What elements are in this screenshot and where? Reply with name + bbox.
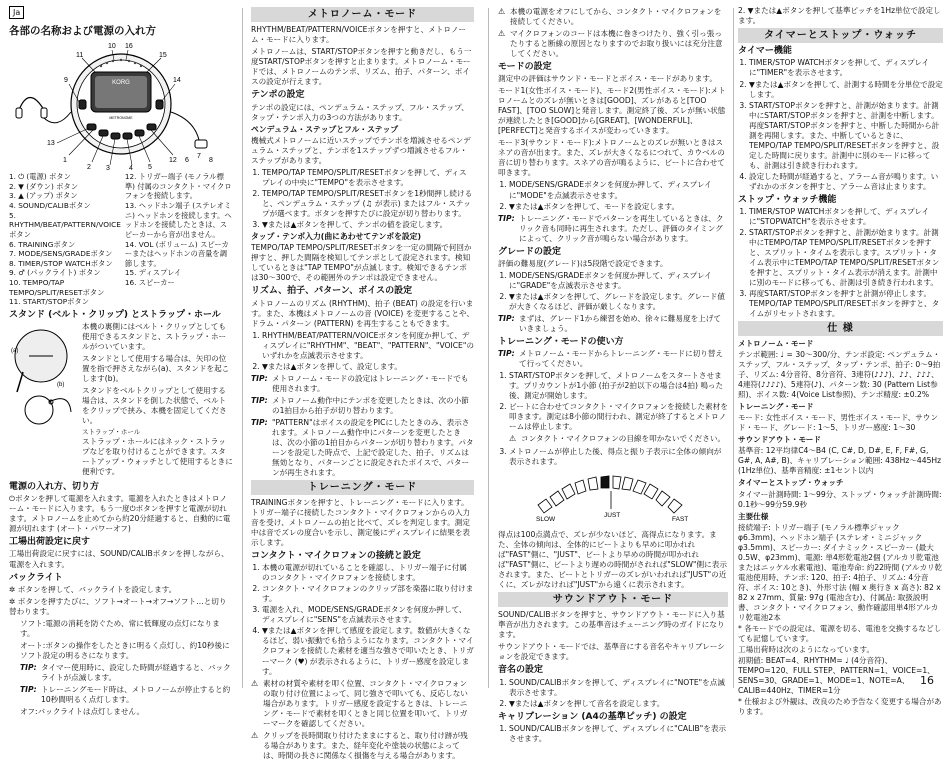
- part-item: 15. ディスプレイ: [124, 268, 182, 278]
- column-1: [9, 6, 233, 716]
- step-item: 1. TIMER/STOP WATCHボタンを押して、ディスプレイに"STOPWATCH"を表示させます。: [749, 207, 943, 227]
- warning-icon: ⚠: [498, 7, 506, 16]
- backlight-off: オフ:バックライトは点灯しません。: [20, 706, 145, 716]
- tap-tempo-title: タップ・テンポ入力(曲にあわせてテンポを設定): [251, 231, 422, 241]
- column-divider: [488, 8, 489, 688]
- tip: TIP: メトロノーム動作中にテンポを変更したときは、次の小節の1拍目から拍子が切り替わります。: [251, 396, 474, 416]
- mode-1-2-text: モード1(女性ボイス・モード)、モード2(男性ボイス・モード):メトロノームとのズレが無いときは[GOOD]、ズレがあると[TOO FAST]、[TOO SLOW]と発音します。測定終了後、ズレが無い状態が連続したとき[GOOD]から[GREAT]、[WONDERFUL]、[PERFECT]と発音するボイスが変わっていきます。: [498, 86, 726, 136]
- tip: TIP: まずは、グレード1から練習を始め、徐々に難易度を上げていきましょう。: [498, 314, 728, 334]
- spec-text: 工場出荷時は次のようになっています。: [738, 644, 875, 654]
- part-item: 9. ♂ (パックライト) ボタン: [9, 268, 101, 278]
- tempo-text: テンポの設定には、ペンデュラム・ステップ、フル・ステップ、タップ・テンポ入力の3つの方法があります。: [251, 102, 469, 122]
- tip: TIP: "PATTERN"はボイスの設定をPICにしたときのみ、表示されます。メトロノーム動作中にパターンを変更したときは、次の小節の1拍目からパターンが切り替わります。パターンを設定した時点で、上記で設定した、拍子、リズムは無効となり、パターンごとに設定されたボイスで、パターンが再生されます。: [251, 417, 474, 477]
- stand-label-a: (a): [11, 348, 19, 355]
- device-diagram: [9, 40, 233, 173]
- callout-12: 12: [169, 157, 177, 165]
- step-item: 2. コンタクト・マイクロフォンのクリップ部を楽器に取り付けます。: [262, 584, 474, 604]
- tip-text: メトロノーム動作中にテンポを変更したときは、次の小節の1拍目から拍子が切り替わります。: [272, 395, 469, 415]
- sound-text-1: SOUND/CALIBボタンを押すと、サウンドアウト・モードに入り基準音が出力されます。この基準音はチューニング時のガイドになります。: [498, 610, 725, 640]
- calibration-title: キャリブレーション (A4の基準ピッチ) の設定: [498, 711, 687, 722]
- training-usage-steps-cont: [498, 447, 728, 467]
- sound-text-2: サウンドアウト・モードでは、基準音にする音名やキャリブレーションを設定できます。: [498, 642, 725, 662]
- stopwatch-subtitle: ストップ・ウォッチ機能: [738, 194, 837, 205]
- stand-text-4: ストラップ・ホールにはネック・ストラップなどを取り付けることができます。スタートアップ・ウォッチとして使用するときに便利です。: [82, 436, 233, 476]
- part-item: 3. ▲ (アップ) ボタン: [9, 191, 78, 201]
- spec-text: モード: 女性ボイス・モード、男性ボイス・モード、サウンド・モード、グレード: 1〜5、トリガー感度: 1〜30: [738, 413, 938, 433]
- meter-just-label: JUST: [604, 511, 621, 519]
- stand-illustration: [9, 322, 79, 430]
- column-divider: [242, 8, 243, 688]
- callout-16: 16: [125, 43, 133, 51]
- callout-8: 8: [209, 157, 213, 165]
- warning-text: コンタクト・マイクロフォンの目線を叩かないでください。: [521, 434, 726, 444]
- step-item: 1. TIMER/STOP WATCHボタンを押して、ディスプレイに"TIMER"を表示させます。: [749, 58, 943, 78]
- timer-steps: [738, 58, 943, 191]
- tip-text: メトロノーム・モードの設定はトレーニング・モードでも使用されます。: [272, 373, 469, 393]
- grade-title: グレードの設定: [498, 246, 562, 257]
- part-item: 7. MODE/SENS/GRADEボタン: [9, 249, 113, 259]
- metronome-text-2: メトロノームは、START/STOPボタンを押すと動きだし、もう一度START/STOPボタンを押すと止まります。メトロノーム・モードでは、メトロノームのテンポ、リズム、拍子、パターン、ボイスの設定が行えます。: [251, 47, 472, 87]
- backlight-text-2: ✲ ボタンを押すたびに、ソフト→オート→オフ→ソフト…と切り替わります。: [9, 596, 227, 616]
- part-item: 11. START/STOPボタン: [9, 297, 90, 307]
- callout-10: 10: [108, 43, 116, 51]
- tip-text: トレーニング・モードでパターンを再生しているときは、クリック音も同時に再生されます。ただし、評価のタイミングによって、クリック音が鳴らない場合があります。: [519, 213, 724, 243]
- stand-text-1: 本機の裏側にはベルト・クリップとしても使用できるスタンドと、ストラップ・ホールがついています。: [82, 322, 227, 352]
- spec-heading: 主要仕様: [738, 511, 769, 521]
- part-item: 6. TRAININGボタン: [9, 239, 76, 249]
- part-item: 13. ヘッドホン端子 (ステレオミニ) ヘッドホンを接続します。ヘッドホンを接続したときは、スピーカーから音が出ません。: [124, 201, 232, 239]
- column-2: [251, 6, 474, 760]
- tip: TIP: メトロノーム・モードからトレーニング・モードに切り替えて行ってください。: [498, 349, 728, 369]
- step-item: 3. ▼または▲ボタンを押して、テンポの値を設定します。: [262, 220, 474, 230]
- spec-note: * 仕様および外観は、改良のため予告なく変更する場合があります。: [738, 696, 942, 716]
- callout-4: 4: [129, 165, 133, 173]
- callout-13: 13: [47, 140, 55, 148]
- stand-text-3: スタンドをベルトクリップとして使用する場合は、スタンドを倒した状態で、ベルトをクリップで挟み、本機を固定してください。: [82, 386, 227, 426]
- meter-slow-label: SLOW: [536, 515, 556, 523]
- step-item: 2. ▼または▲ボタンを押して、計測する時間を分単位で設定します。: [749, 80, 943, 100]
- language-tag: Ja: [9, 6, 24, 19]
- part-item: 1. ⏻ (電源) ボタン: [9, 172, 71, 182]
- part-item: 10. TEMPO/TAP TEMPO/SPLIT/RESETボタン: [9, 278, 105, 297]
- callout-15: 15: [159, 52, 167, 60]
- callout-5: 5: [148, 164, 152, 172]
- mode-steps: [498, 180, 728, 211]
- spec-text: 基準音: 12平均律C4〜B4 (C, C#, D, D#, E, F, F#, G, G#, A, A#, B)、キャリブレーション範囲: 438Hz〜445Hz (1Hz単位)、基準音精度: ±1セント以内: [738, 446, 942, 476]
- step-item: 1. TEMPO/TAP TEMPO/SPLIT/RESETボタンを押して、ディスプレイの中央に"TEMPO"を表示させます。: [262, 168, 474, 188]
- spec-heading: メトロノーム・モード: [738, 339, 814, 349]
- spec-text: テンポ範囲: ♩ = 30〜300/分、テンポ設定: ペンデュラム・ステップ、フル・ステップ、タップ・テンポ、拍子: 0〜9拍子、リズム: 4分音符、8分音符、3連符(♪♪♪)、♪♪、♪♪♪、4連符(♪♪♪♪)、5連符(♪)、パターン数: 30 (Pattern List参照)、ボイス数: 4(Voice List参照)、テンポ精度: ±0.2%: [738, 350, 941, 400]
- stand-label-b: (b): [57, 382, 65, 389]
- tip-text: "PATTERN"はボイスの設定をPICにしたときのみ、表示されます。メトロノーム動作中にパターンを変更したときは、次の小節の1拍目からパターンが切り替わります。パターンを設定した時点で、上記で設定した、拍子、リズムは無効となり、パターンごとに設定されたボイスで、パターンが再生されます。: [272, 417, 474, 477]
- part-item: 2. ▼ (ダウン) ボタン: [9, 181, 79, 191]
- tip: TIP: タイマー使用時に、設定した時間が経過すると、バックライトが点滅します。: [9, 663, 233, 683]
- step-item: 4. ▼または▲ボタンを押して感度を設定します。数値が大きくなるほど、弱い振動でも拾うようになります。コンタクト・マイクロフォンを接続した素材を適当な強さで叩いたとき、トリガーマーク (♥) が表示されるように、トリガー感度を設定します。: [262, 626, 474, 676]
- parts-title: 各部の名称および電源の入れ方: [9, 25, 156, 37]
- specifications: [738, 339, 943, 717]
- warning-text: マイクロフォンのコードは本機に巻きつけたり、強く引っ張ったりすると断線の原因となりますのでお取り扱いには充分注意してください。: [510, 29, 723, 59]
- calibration-step-2: 2. ▼または▲ボタンを押して基準ピッチを1Hz単位で設定します。: [738, 6, 941, 26]
- step-item: 2. ▼または▲ボタンを押して、グレードを設定します。グレード値が大きくなるほど、評価が厳しくなります。: [509, 292, 728, 312]
- step-item: 1. START/STOPボタンを押して、メトロノームをスタートさせます。プリカウントが1小節 (拍子が2拍以下の場合は4拍) 鳴った後、測定が開始します。: [509, 371, 728, 401]
- warning: [498, 29, 728, 59]
- grade-steps: [498, 271, 728, 312]
- power-text: ⏻ボタンを押して電源を入れます。電源を入れたときはメトロノーム・モードに入ります。もう一度⏻ボタンを押すと電源が切れます。メトロノームを止めてから約20分経過すると、自動的に電源が切れます (オート・パワーオフ): [9, 494, 231, 534]
- step-item: 2. START/STOPボタンを押すと、計測が始まります。計測中にTEMPO/TAP TEMPO/SPLIT/RESETボタンを押すと、スプリット・タイムを表示します。スプリット・タイム表示中にTEMPO/TAP TEMPO/SPLIT/RESETボタンを押すと、スプリット・タイム表示が消えます。計測中に別のモードに移っても、計測は引き続き行われます。: [749, 228, 943, 288]
- step-item: 2. ▼または▲ボタンを押して、設定します。: [262, 362, 474, 372]
- step-item: 2. ▼または▲ボタンを押して、モードを設定します。: [509, 202, 728, 212]
- parts-list: [9, 172, 233, 307]
- spec-heading: タイマーとストップ・ウォッチ: [738, 478, 844, 488]
- stand-title: スタンド (ベルト・クリップ) とストラップ・ホール: [9, 309, 221, 320]
- rhythm-steps: [251, 331, 474, 372]
- device-label: METRONOME: [109, 116, 133, 121]
- note-title: 音名の設定: [498, 665, 544, 676]
- training-usage-title: トレーニング・モードの使い方: [498, 336, 624, 347]
- step-item: 1. MODE/SENS/GRADEボタンを何度か押して、ディスプレイに"GRADE"を点滅表示させます。: [509, 271, 728, 291]
- metronome-mode-header: メトロノーム・モード: [251, 7, 474, 22]
- spec-heading: トレーニング・モード: [738, 402, 814, 412]
- backlight-title: バックライト: [9, 572, 63, 583]
- callout-9: 9: [64, 77, 68, 85]
- calibration-steps: [498, 724, 728, 744]
- part-item: 8. TIMER/STOP WATCHボタン: [9, 258, 113, 268]
- step-item: 1. RHYTHM/BEAT/PATTERN/VOICEボタンを何度か押して、ディスプレイに"RHYTHM"、"BEAT"、"PATTERN"、"VOICE"のいずれかを点滅表示させます。: [262, 331, 474, 361]
- step-item: 2. TEMPO/TAP TEMPO/SPLIT/RESETボタンを1秒間押し続けると、ペンデュラム・ステップ (♫ が表示) またはフル・ステップが選べます。ボタンを押すたびに設定が切り替わります。: [262, 189, 474, 219]
- backlight-text-1: ✲ ボタンを押して、バックライトを設定します。: [9, 584, 177, 594]
- warning-icon: ⚠: [251, 678, 259, 688]
- spec-text: 初期値: BEAT=4、RHYTHM= ♩ (4分音符)、TEMPO=120、FULL STEP、PATTERN=1、VOICE=1、SENS=30、GRADE=1、MODE=1、NOTE=A、CALIB=440Hz、TIMER=1分: [738, 655, 935, 695]
- part-item: 14. VOL (ボリューム) スピーカーまたはヘッドホンの音量を調節します。: [124, 239, 229, 268]
- grade-text: 評価の難易度(グレード)は5段階で設定できます。: [498, 258, 668, 268]
- note-steps: [498, 678, 728, 709]
- part-item: 16. スピーカー: [124, 278, 175, 287]
- brand-logo: KORG: [112, 80, 130, 87]
- training-mode-header: トレーニング・モード: [251, 480, 474, 495]
- stand-section: [9, 322, 233, 479]
- contact-mic-steps: [251, 563, 474, 676]
- step-item: 3. START/STOPボタンを押すと、計測が始まります。計測中にSTART/STOPボタンを押すと、計測を中断します。再度START/STOPボタンを押すと、中断した時間から計測を再開します。また、中断しているときに、TEMPO/TAP TEMPO/SPLIT/RESETボタンを押すと、設定した時間に戻ります。計測中に別のモードに移っても、計測は引き続き行われます。: [749, 101, 943, 171]
- score-text: 得点は100点満点で、ズレが少ないほど、高得点になります。また、全体の傾向は、全体的にビートよりも早めに叩かれれば"FAST"側に、"JUST"、ビートより早めの時間が叩かれれば"FAST"側に、ビートより遅めの時間がされれば"SLOW"側に表示されます。また、ビートとトリガーのズレがいわれれば"JUST"の近くに、ズレがなければ"JUST"から遠くに表示されます。: [498, 529, 727, 589]
- warning: [251, 679, 474, 729]
- warning-icon: ⚠: [251, 730, 259, 740]
- contact-mic-title: コンタクト・マイクロフォンの接続と設定: [251, 551, 421, 562]
- spec-note: * 各モードでの設定は、電源を切る、電池を交換するなどしても記憶しています。: [738, 623, 942, 643]
- callout-2: 2: [87, 164, 91, 172]
- sound-out-mode-header: サウンドアウト・モード: [498, 592, 728, 607]
- timer-stopwatch-header: タイマーとストップ・ウォッチ: [738, 28, 943, 43]
- callout-1: 1: [63, 157, 67, 165]
- specifications-header: 仕 様: [738, 321, 943, 336]
- step-item: 4. 設定した時間が経過すると、アラーム音が鳴ります。いずれかのボタンを押すと、アラーム音は止まります。: [749, 172, 943, 192]
- factory-text: 工場出荷設定に戻すには、SOUND/CALIBボタンを押しながら、電源を入れます。: [9, 549, 229, 569]
- part-item: 4. SOUND/CALIBボタン: [9, 201, 91, 210]
- mode-3-text: モード3(サウンド・モード):メトロノームとのズレが無いときはスネアの音が出ます。また、ズレが大きくなるにつれて、カウベルの音に切り替わります。スネアの音が鳴るように、ビートに合わせて叩きます。: [498, 138, 725, 178]
- tip-text: メトロノーム・モードからトレーニング・モードに切り替えて行ってください。: [519, 349, 724, 369]
- mode-setting-title: モードの設定: [498, 62, 552, 73]
- metronome-text-1: RHYTHM/BEAT/PATTERN/VOICEボタンを押すと、メトロノーム・モードに入ります。: [251, 25, 466, 45]
- warning-text: 本機の電源をオフにしてから、コンタクト・マイクロフォンを接続してください。: [510, 7, 722, 27]
- callout-11: 11: [76, 52, 84, 60]
- pendulum-text: 機械式メトロノームに近いステップでテンポを増減させるペンデュラム・ステップと、テンポを1ステップずつ増減させるフル・ステップがあります。: [251, 135, 471, 165]
- rhythm-text: メトロノームのリズム (RHYTHM)、拍子 (BEAT) の設定を行います。また、本機はメトロノームの音 (VOICE) を変更することや、ドラム・パターン (PATTERN) を再生することもできます。: [251, 298, 474, 328]
- part-item: 12. トリガー端子 (モノラル標準) 付属のコンタクト・マイクロフォンを接続します。: [124, 172, 232, 201]
- training-text: TRAININGボタンを押すと、トレーニング・モードに入ります。トリガー端子に接続したコンタクト・マイクロフォンからの入力音を受け、メトロノームの拍と比べて、ズレを判定します。測定中は音でズレの度合いを示し、測定後にディスプレイに結果を表示します。: [251, 498, 471, 548]
- timer-subtitle: タイマー機能: [738, 46, 792, 57]
- step-item: 1. SOUND/CALIBボタンを押して、ディスプレイに"CALIB"を表示させます。: [509, 724, 728, 744]
- step-item: 1. MODE/SENS/GRADEボタンを何度か押して、ディスプレイに"MODE"を点滅表示させます。: [509, 180, 728, 200]
- tip-text: タイマー使用時に、設定した時間が経過すると、バックライトが点滅します。: [41, 662, 231, 682]
- step-item: 3. メトロノームが停止した後、得点と振り子表示に全体の傾向が表示されます。: [509, 447, 728, 467]
- tip-text: トレーニングモード時は、メトロノームが停止すると約10秒間明るく点灯します。: [41, 684, 231, 704]
- training-usage-steps: [498, 371, 728, 432]
- step-item: 2. ▼または▲ボタンを押して音名を設定します。: [509, 699, 728, 709]
- pendulum-steps: [251, 168, 474, 230]
- tap-tempo-text: TEMPO/TAP TEMPO/SPLIT/RESETボタンを一定の間隔で何回か押すと、押した間隔を検知してテンポとして設定されます。検知しているときは"TAP TEMPO"が点滅します。検知できるテンポは30〜300で、その範囲外のテンポは設定できません。: [251, 243, 472, 283]
- backlight-soft: ソフト:電源の消耗を防ぐため、常に低輝度の点灯になります。: [20, 618, 220, 638]
- part-item: 5. RHYTHM/BEAT/PATTERN/VOICEボタン: [9, 210, 121, 239]
- warning: [498, 7, 728, 27]
- callout-14: 14: [173, 77, 181, 85]
- warning-text: クリップを長時間取り付けたままにすると、取り付け跡が残る場合があります。また、経年変化や塗装の状態によっては、時間の長さに関係なく損傷を与える場合があります。: [263, 730, 468, 760]
- callout-6: 6: [185, 157, 189, 165]
- tip: TIP: メトロノーム・モードの設定はトレーニング・モードでも使用されます。: [251, 374, 474, 394]
- pendulum-title: ペンデュラム・ステップとフル・ステップ: [251, 124, 399, 134]
- rhythm-title: リズム、拍子、パターン、ボイスの設定: [251, 286, 413, 297]
- callout-3: 3: [106, 165, 110, 173]
- mode-text: 測定中の評価はサウンド・モードとボイス・モードがあります。: [498, 74, 717, 84]
- spec-text: タイマー計測時間: 1〜99分、ストップ・ウォッチ計測時間: 0.1秒〜99分59.9秒: [738, 489, 942, 509]
- warning: [498, 434, 728, 445]
- tip-text: まずは、グレード1から練習を始め、徐々に難易度を上げていきましょう。: [519, 313, 721, 333]
- tip: TIP: トレーニング・モードでパターンを再生しているときは、クリック音も同時に再生されます。ただし、評価のタイミングによって、クリック音が鳴らない場合があります。: [498, 214, 728, 244]
- step-item: 3. 再度START/STOPボタンを押すと計測が停止します。TEMPO/TAP TEMPO/SPLIT/RESETボタンを押すと、タイムがリセットされます。: [749, 289, 943, 319]
- warning: [251, 731, 474, 761]
- strap-hole-label: ストラップ・ホール: [82, 428, 141, 437]
- step-item: 1. 本機の電源が切れていることを確認し、トリガー端子に付属のコンタクト・マイクロフォンを接続します。: [262, 563, 474, 583]
- step-item: 1. SOUND/CALIBボタンを押して、ディスプレイに"NOTE"を点滅表示させます。: [509, 678, 728, 698]
- backlight-auto: オート:ボタンの操作をしたときに明るく点灯し、約10秒後にソフト設定の明るさになります。: [20, 640, 230, 660]
- warning-icon: ⚠: [498, 29, 506, 39]
- factory-title: 工場出荷設定に戻す: [9, 537, 91, 548]
- stand-text-2: スタンドとして使用する場合は、矢印の位置を指で押さえながら(a)、スタンドを起こします(b)。: [82, 354, 230, 384]
- spec-heading: サウンドアウト・モード: [738, 435, 821, 445]
- meter-fast-label: FAST: [672, 515, 689, 523]
- warning-icon: ⚠: [509, 434, 517, 444]
- column-3: [498, 6, 728, 743]
- callout-7: 7: [197, 153, 201, 161]
- timing-meter-illustration: [498, 469, 728, 527]
- page-number: 16: [920, 674, 934, 688]
- stopwatch-steps: [738, 207, 943, 319]
- warning-text: 素材の材質や素材を叩く位置、コンタクト・マイクロフォンの取り付け位置によって、同じ強さで叩いても、反応しない場合があります。トリガー感度を設定するときは、トレーニング・モードで素材を叩くときと同じ位置を叩いて、トリガーマークを確認してください。: [263, 678, 468, 728]
- step-item: 3. 電源を入れ、MODE/SENS/GRADEボタンを何度か押して、ディスプレイに"SENS"を点滅表示させます。: [262, 605, 474, 625]
- device-illustration: [9, 40, 233, 173]
- step-item: 2. ビートに合わせてコンタクト・マイクロフォンを接続した素材を叩きます。測定は8小節の間行われ、測定が終了するとメトロノームは停止します。: [509, 402, 728, 432]
- power-title: 電源の入れ方、切り方: [9, 481, 100, 492]
- spec-text: 接続端子: トリガー端子 (モノラル標準ジャック φ6.3mm)、ヘッドホン端子 (ステレオ・ミニジャック φ3.5mm)、スピーカー: ダイナミック・スピーカー (最大0.5W、φ23mm)、電源: 単4形乾電池2個 (アルカリ乾電池またはニッケル水素電池)、電池寿命: 約22時間 (アルカリ乾電池使用時、テンポ: 120、拍子: 4拍子、リズム: 4分音符、ボイス: 10とき)、外形寸法 (幅 x 奥行き x 高さ): 82 x 82 x 27mm、質量: 97g (電池含む)、付属品: 取扱説明書、コンタクト・マイクロフォン、動作確認用単4形アルカリ乾電池2本: [738, 522, 943, 622]
- column-divider: [733, 8, 734, 688]
- column-4: [738, 6, 943, 716]
- tempo-title: テンポの設定: [251, 90, 305, 101]
- tip: TIP: トレーニングモード時は、メトロノームが停止すると約10秒間明るく点灯します。: [9, 685, 233, 705]
